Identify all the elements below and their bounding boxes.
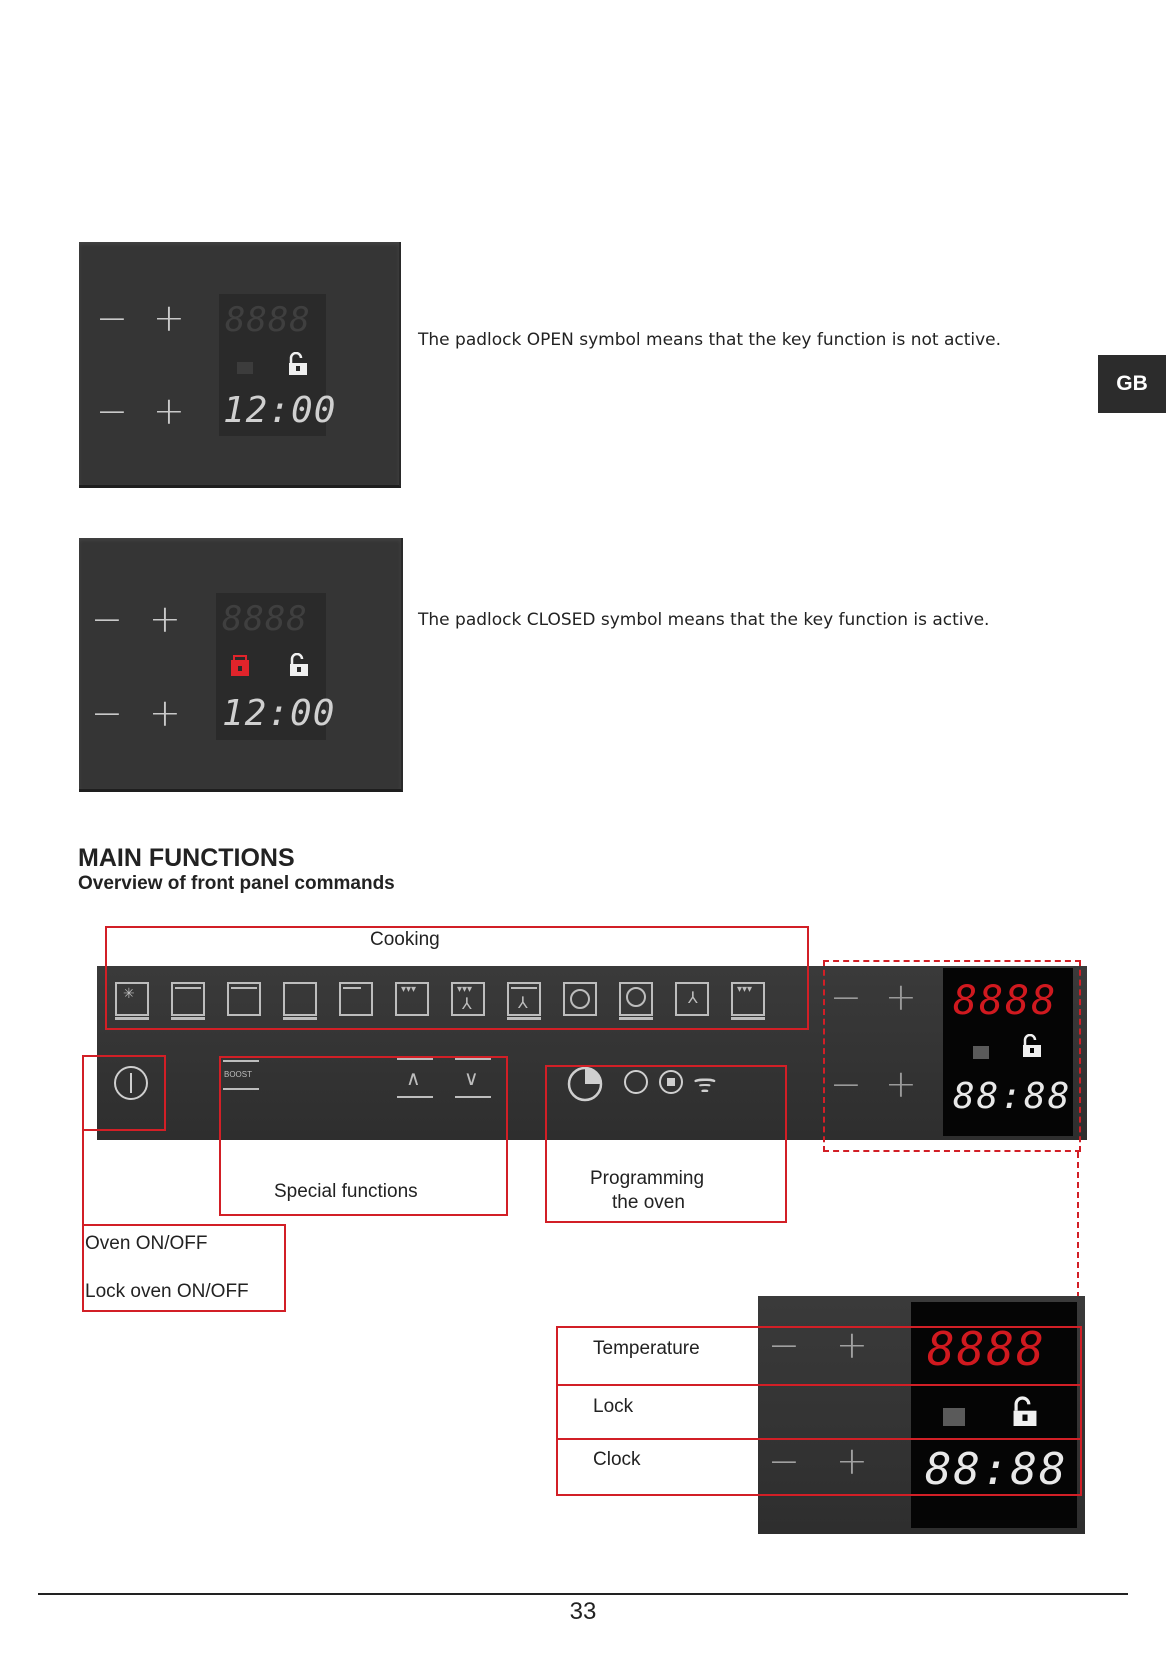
programming-label-line2: the oven: [612, 1192, 685, 1213]
clock-minus-button[interactable]: −: [768, 1439, 800, 1483]
temperature-display: 8888: [953, 978, 1058, 1024]
temp-plus-button[interactable]: +: [149, 597, 181, 641]
chevron-up-icon: ∧: [406, 1066, 421, 1090]
clock-display: 12:00: [223, 390, 337, 431]
lock-oven-on-off-label: Lock oven ON/OFF: [85, 1281, 249, 1302]
control-panel-closed-lock: [79, 538, 403, 792]
display-connector-line: [1077, 1152, 1079, 1298]
temp-plus-button[interactable]: +: [885, 975, 917, 1019]
display-area: [216, 593, 336, 740]
language-tab: GB: [1098, 355, 1166, 413]
padlock-closed-red-icon: [230, 655, 250, 677]
temp-plus-button[interactable]: +: [836, 1323, 868, 1367]
section-subtitle: Overview of front panel commands: [78, 873, 395, 894]
cooking-label: Cooking: [370, 929, 440, 950]
eco-grill-icon[interactable]: ▾▾▾: [731, 982, 765, 1016]
power-highlight: [82, 1055, 166, 1131]
boost-label: BOOST: [224, 1070, 253, 1079]
lock-closed-icon: [237, 362, 253, 374]
clock-label: Clock: [593, 1449, 641, 1470]
padlock-open-icon: [287, 352, 309, 376]
grill-fan-icon[interactable]: ▾▾▾ ⅄: [451, 982, 485, 1016]
clock-display: 88:88: [953, 1076, 1072, 1117]
fan-bottom-icon[interactable]: ⅄: [507, 982, 541, 1016]
display-area: [219, 294, 337, 436]
temperature-label: Temperature: [593, 1338, 700, 1359]
special-functions-label: Special functions: [274, 1181, 418, 1202]
oven-on-off-label: Oven ON/OFF: [85, 1233, 208, 1254]
clock-display: 12:00: [222, 693, 336, 734]
clock-minus-button[interactable]: −: [96, 389, 128, 433]
display-highlight: [823, 960, 1081, 1152]
temperature-display: 8888: [225, 300, 311, 340]
padlock-open-icon: [288, 653, 310, 677]
temp-plus-button[interactable]: +: [153, 296, 185, 340]
lock-label: Lock: [593, 1396, 634, 1417]
temperature-display: 8888: [927, 1322, 1046, 1376]
clock-minus-button[interactable]: −: [91, 691, 123, 735]
temp-minus-button[interactable]: −: [768, 1323, 800, 1367]
clock-plus-button[interactable]: +: [885, 1062, 917, 1106]
clock-display: 88:88: [925, 1444, 1068, 1495]
light-function-icon[interactable]: ✳: [115, 982, 149, 1016]
power-connector-line: [82, 1131, 84, 1226]
caption-open-lock: The padlock OPEN symbol means that the key function is not active.: [418, 330, 1002, 350]
page-number: 33: [569, 1598, 597, 1625]
wifi-icon[interactable]: ᯤ: [693, 1069, 717, 1099]
caption-closed-lock: The padlock CLOSED symbol means that the key function is active.: [418, 610, 990, 630]
defrost-icon[interactable]: ⅄: [675, 982, 709, 1016]
section-title: MAIN FUNCTIONS: [78, 844, 295, 872]
clock-plus-button[interactable]: +: [153, 389, 185, 433]
clock-plus-button[interactable]: +: [149, 691, 181, 735]
clock-plus-button[interactable]: +: [836, 1439, 868, 1483]
cooking-highlight: [105, 926, 809, 1030]
temp-minus-button[interactable]: −: [830, 975, 862, 1019]
temp-minus-button[interactable]: −: [96, 296, 128, 340]
temperature-display: 8888: [222, 599, 308, 639]
control-panel-open-lock: [79, 242, 401, 488]
temp-minus-button[interactable]: −: [91, 597, 123, 641]
footer-divider: [38, 1593, 1128, 1595]
programming-label-line1: Programming: [590, 1168, 705, 1189]
grill-icon[interactable]: ▾▾▾: [395, 982, 429, 1016]
chevron-down-icon: ∨: [464, 1066, 479, 1090]
clock-minus-button[interactable]: −: [830, 1062, 862, 1106]
lock-highlight: [556, 1384, 1082, 1440]
